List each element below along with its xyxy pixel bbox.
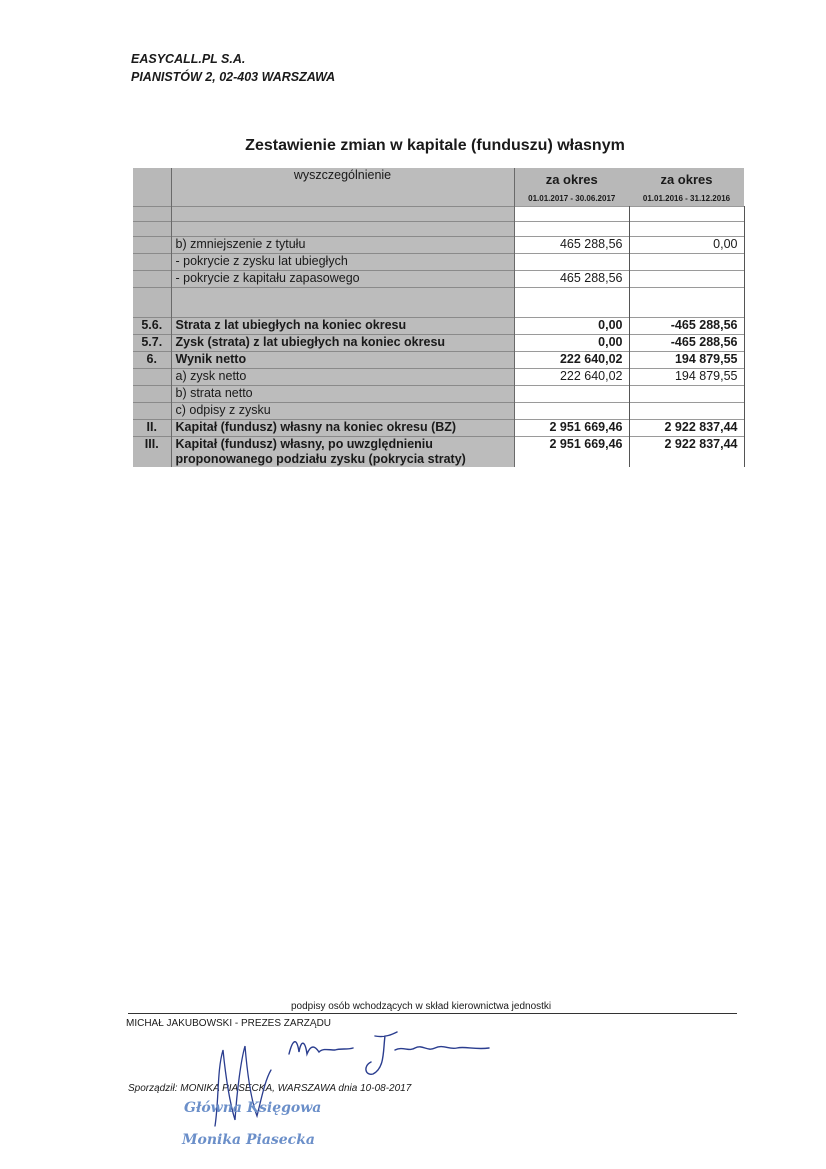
row-label: c) odpisy z zysku	[171, 403, 514, 420]
row-value-previous: 194 879,55	[629, 369, 744, 386]
row-value-current: 465 288,56	[514, 237, 629, 254]
row-value-current	[514, 222, 629, 237]
header-number-cell	[133, 168, 171, 207]
row-label: b) strata netto	[171, 386, 514, 403]
row-number	[133, 207, 171, 222]
row-value-previous: 194 879,55	[629, 352, 744, 369]
period-previous-title: za okres	[660, 172, 713, 187]
row-number	[133, 288, 171, 318]
row-value-current: 0,00	[514, 335, 629, 352]
row-label: Kapitał (fundusz) własny, po uwzględnieniu proponowanego podziału zysku (pokrycia straty)	[171, 437, 514, 468]
header-period-current	[514, 168, 629, 207]
row-label	[171, 288, 514, 318]
row-value-current: 222 640,02	[514, 369, 629, 386]
row-value-current: 2 951 669,46	[514, 420, 629, 437]
table-row	[133, 352, 744, 369]
row-value-current: 2 951 669,46	[514, 437, 629, 468]
row-value-current	[514, 403, 629, 420]
row-value-previous: 2 922 837,44	[629, 437, 744, 468]
row-number: 6.	[133, 352, 171, 369]
row-number: III.	[133, 437, 171, 468]
table-row	[133, 222, 744, 237]
stamp-name: Monika Piasecka	[182, 1132, 315, 1148]
row-label: - pokrycie z kapitału zapasowego	[171, 271, 514, 288]
table-row	[133, 237, 744, 254]
row-number	[133, 369, 171, 386]
row-label: Strata z lat ubiegłych na koniec okresu	[171, 318, 514, 335]
row-value-current	[514, 288, 629, 318]
row-value-previous	[629, 386, 744, 403]
row-value-current	[514, 207, 629, 222]
row-value-current	[514, 254, 629, 271]
row-label	[171, 222, 514, 237]
table-header-row	[133, 168, 744, 207]
header-period-previous	[629, 168, 744, 207]
row-value-previous: -465 288,56	[629, 318, 744, 335]
row-value-previous	[629, 222, 744, 237]
table-row	[133, 403, 744, 420]
accountant-stamp	[182, 1092, 321, 1156]
table-row	[133, 254, 744, 271]
row-number	[133, 254, 171, 271]
president-signature	[285, 1028, 495, 1078]
row-label: - pokrycie z zysku lat ubiegłych	[171, 254, 514, 271]
period-current-title: za okres	[545, 172, 598, 187]
row-value-current: 222 640,02	[514, 352, 629, 369]
row-number	[133, 222, 171, 237]
signatures-caption: podpisy osób wchodzących w skład kierownictwa jednostki	[291, 1001, 552, 1012]
row-label: b) zmniejszenie z tytułu	[171, 237, 514, 254]
table-row	[133, 318, 744, 335]
table-row	[133, 437, 744, 468]
period-current-range: 01.01.2017 - 30.06.2017	[528, 194, 616, 203]
row-value-previous	[629, 288, 744, 318]
stamp-position: Główna Księgowa	[184, 1100, 322, 1116]
signature-divider	[128, 1013, 737, 1014]
table-row	[133, 271, 744, 288]
company-header	[131, 50, 335, 86]
row-number: 5.6.	[133, 318, 171, 335]
table-row	[133, 335, 744, 352]
period-previous-range: 01.01.2016 - 31.12.2016	[642, 194, 731, 203]
row-value-current: 465 288,56	[514, 271, 629, 288]
row-value-current: 0,00	[514, 318, 629, 335]
prepared-by: Sporządził: MONIKA PIASECKA, WARSZAWA dnia 10-08-2017	[128, 1083, 412, 1094]
row-value-previous: 0,00	[629, 237, 744, 254]
row-value-previous	[629, 207, 744, 222]
row-value-previous	[629, 271, 744, 288]
row-number	[133, 403, 171, 420]
company-name: EASYCALL.PL S.A.	[131, 52, 246, 66]
company-address: PIANISTÓW 2, 02-403 WARSZAWA	[131, 70, 336, 84]
row-value-previous	[629, 254, 744, 271]
row-number	[133, 386, 171, 403]
document-title: Zestawienie zmian w kapitale (funduszu) własnym	[245, 137, 625, 154]
row-value-previous: -465 288,56	[629, 335, 744, 352]
table-row	[133, 288, 744, 318]
table-row	[133, 369, 744, 386]
row-label: a) zysk netto	[171, 369, 514, 386]
table-row	[133, 420, 744, 437]
table-row	[133, 207, 744, 222]
row-number	[133, 271, 171, 288]
president-name: MICHAŁ JAKUBOWSKI - PREZES ZARZĄDU	[126, 1018, 332, 1029]
table-row	[133, 386, 744, 403]
row-label: Wynik netto	[171, 352, 514, 369]
header-label-cell: wyszczególnienie	[171, 168, 514, 207]
row-number: II.	[133, 420, 171, 437]
row-value-previous: 2 922 837,44	[629, 420, 744, 437]
row-number: 5.7.	[133, 335, 171, 352]
row-label: Kapitał (fundusz) własny na koniec okresu (BZ)	[171, 420, 514, 437]
row-value-previous	[629, 403, 744, 420]
row-label	[171, 207, 514, 222]
equity-changes-table	[133, 168, 745, 467]
row-label: Zysk (strata) z lat ubiegłych na koniec okresu	[171, 335, 514, 352]
row-number	[133, 237, 171, 254]
row-value-current	[514, 386, 629, 403]
